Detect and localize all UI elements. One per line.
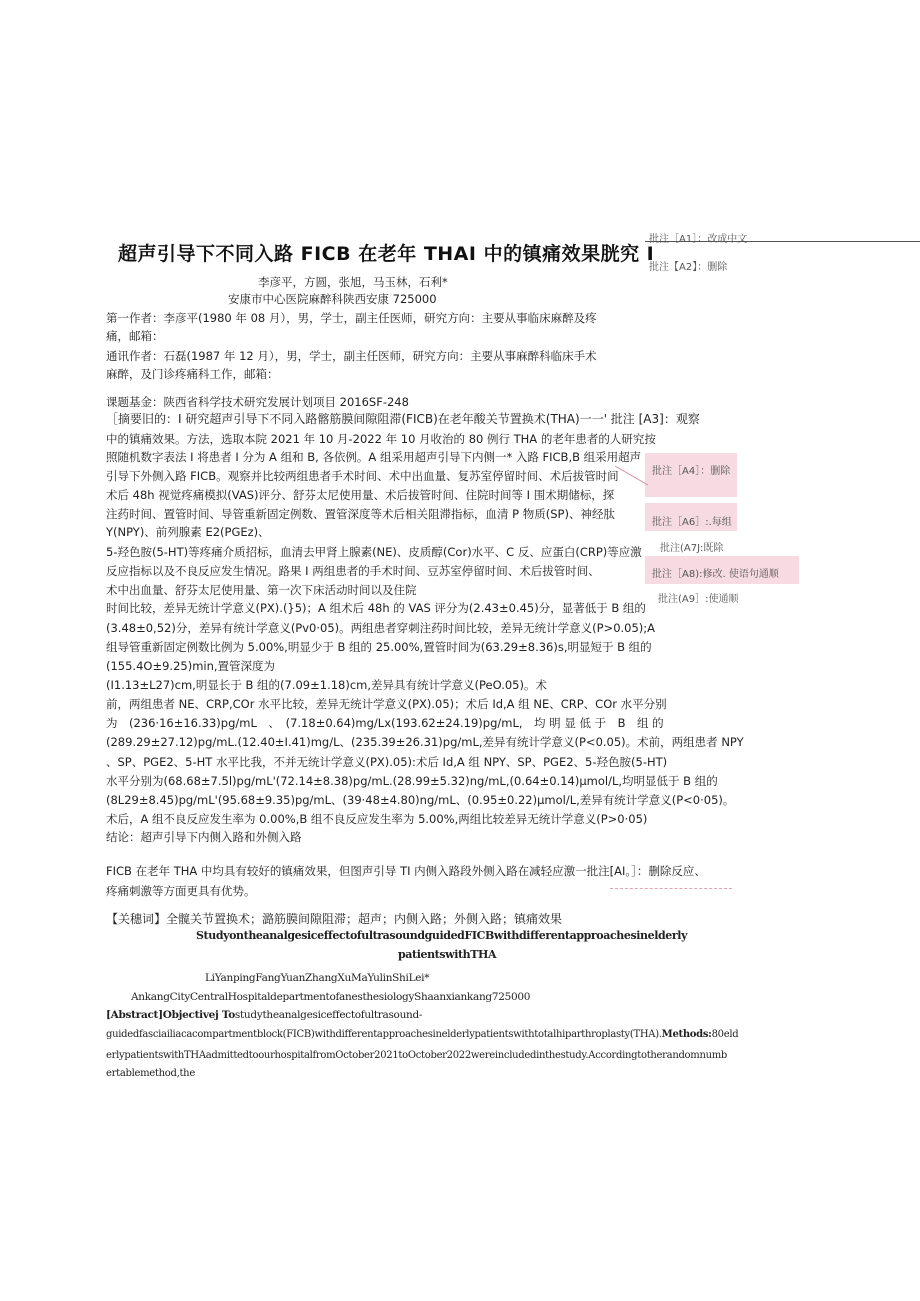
en-abstract-text-2a: guidedfasciailiacacompartmentblock(FICB)withdifferentapproachesinelderlypatientswithtotalhiparthroplasty(THA).: [106, 1029, 662, 1040]
abstract-line: (8L29±8.45)pg/mL'(95.68±9.35)pg/mL、(39·48±4.80)ng/mL、(0.95±0.22)μmol/L,差异有统计学意义(P<0·05)。: [106, 793, 735, 807]
authors: 李彦平，方圆，张旭，马玉林，石利*: [258, 275, 448, 289]
en-abstract-label: [Abstract]Objectivej To: [106, 1009, 235, 1021]
comment-a9[interactable]: 批注(A9］:使通顺: [658, 594, 739, 605]
abstract-line: 疼痛刺激等方面更具有优势。: [106, 884, 256, 898]
abstract-line: 引导下外侧入路 FICB。观察并比较两组患者手术时间、术中出血量、复苏室停留时间、术后拔管时间: [106, 469, 619, 483]
en-authors: LiYanpingFangYuanZhangXuMaYulinShiLei*: [205, 972, 430, 984]
en-abstract-text-2b: 80eld: [711, 1029, 739, 1040]
en-title-line-2: patientswithTHA: [398, 948, 497, 961]
keywords: [106, 910, 562, 928]
comment-dashline: [610, 888, 732, 889]
en-abstract-line-4: ertablemethod,the: [106, 1068, 195, 1079]
abstract-line: 5-羟色胺(5-HT)等疼痛介质招标，血清去甲肾上腺素(NE)、皮质醇(Cor)水平、C 反、应蛋白(CRP)等应激: [106, 545, 642, 559]
abstract-line: 、SP、PGE2、5-HT 水平比我，不并无统计学意义(PX).05):术后 Id,A 组 NPY、SP、PGE2、5-羟色胺(5-HT): [106, 755, 668, 769]
abstract-line: 为 (236·16±16.33)pg/mL 、 (7.18±0.64)mg/Lx(193.62±24.19)pg/mL, 均 明 显 低 于 B 组 的: [106, 716, 664, 730]
abstract-line: 前，两组患者 NE、CRP,COr 水平比较，差异无统计学意义(PX).05)；术后 Id,A 组 NE、CRP、COr 水平分别: [106, 697, 667, 711]
abstract-line: ［摘要旧的：I 研究超声引导下不同入路髂筋膜间隙阻滞(FICB)在老年酸关节置换术(THA)一一' 批注 [A3]：观察: [106, 412, 700, 426]
abstract-line: 组导管重新固定例数比例为 5.00%,明显少于 B 组的 25.00%,置管时间为(63.29±8.36)s,明显短于 B 组的: [106, 640, 652, 654]
fund-line: 课题基金：陕西省科学技术研究发展计划项目 2016SF-248: [106, 395, 409, 409]
comment-a2[interactable]: 批注【A2】：删除: [649, 262, 728, 273]
keywords-text: 【关穗词】全髋关节置换术；潞筋膜间隙阻滞；超声；内侧入路；外侧入路；镇痛效果: [106, 912, 563, 926]
abstract-line: 术后 48h 视觉疼痛模拟(VAS)评分、舒芬太尼使用量、术后拔管时间、住院时间等 I 围术期储标，探: [106, 488, 615, 502]
abstract-line: 照随机数字表法 I 将患者 I 分为 A 组和 B, 各依例。A 组采用超声引导下内侧一* 入路 FICB,B 组采用超声: [106, 450, 642, 464]
abstract-line: 结论：超声引导下内侧入路和外侧入路: [106, 830, 302, 844]
abstract-line: 水平分别为(68.68±7.5l)pg/mL'(72.14±8.38)pg/mL.(28.99±5.32)ng/mL,(0.64±0.14)μmol/L,均明显低于 B 组的: [106, 774, 718, 788]
abstract-line: 中的镇痛效果。方法，选取本院 2021 年 10 月-2022 年 10 月收治的 80 例行 THA 的老年患者的人研究按: [106, 432, 656, 446]
corr-author-line-2: 麻醉，及门诊疼痛科工作，邮箱：: [106, 367, 279, 381]
abstract-line: (I1.13±L27)cm,明显长于 B 组的(7.09±1.18)cm,差异具有统计学意义(PeO.05)。术: [106, 678, 547, 692]
first-author-line-2: 痛，邮箱：: [106, 329, 164, 343]
en-abstract-line-3: erlypatientswithTHAadmittedtoourhospitalfromOctober2021toOctober2022wereincludedinthestudy.Accordingtotherandomnumb: [106, 1050, 728, 1061]
comment-a8[interactable]: 批注［A8):修改. 使语句通顺: [652, 569, 779, 580]
abstract-line: 术后，A 组不良反应发生率为 0.00%,B 组不良反应发生率为 5.00%,两组比较差异无统计学意义(P>0·05): [106, 812, 648, 826]
comment-a4[interactable]: 批注［A4］：删除: [652, 466, 731, 477]
first-author-line-1: 第一作者：李彦平(1980 年 08 月），男，学士，副主任医师，研究方向：主要从事临床麻醉及疼: [106, 311, 597, 325]
page-title: 超声引导下不同入路 FICB 在老年 THAI 中的镇痛效果胱究 I: [118, 243, 655, 265]
abstract-line: Y(NPY)、前列腺素 E2(PGEz)、: [106, 525, 270, 539]
comment-a1[interactable]: 批注［A1］：改成中文: [649, 234, 748, 245]
en-abstract-text-1: studytheanalgesiceffectofultrasound-: [234, 1009, 423, 1021]
abstract-line: FICB 在老年 THA 中均具有较好的镇痛效果，但图声引导 TI 内侧入路段外侧入路在减轻应激一批注[AI。］：删除反应、: [106, 864, 706, 878]
abstract-line: 术中出血量、舒芬太尼使用量、第一次下床活动时间以及住院: [106, 583, 417, 597]
comment-a7[interactable]: 批注(A7J:既除: [660, 543, 724, 554]
abstract-line: (289.29±27.12)pg/mL.(12.40±I.41)mg/L、(235.39±26.31)pg/mL,差异有统计学意义(P<0.05)。术前，两组患者 NPY: [106, 735, 744, 749]
affiliation: 安康市中心医院麻醉科陕西安康 725000: [228, 292, 437, 306]
abstract-line: 时间比较，差异无统计学意义(PX).(}5)；A 组术后 48h 的 VAS 评分为(2.43±0.45)分，显著低于 B 组的: [106, 601, 646, 615]
en-abstract-line-1: [106, 1009, 422, 1021]
abstract-line: (3.48±0,52)分，差异有统计学意义(Pv0·05)。两组患者穿刺注药时间比较，差异无统计学意义(P>0.05);A: [106, 621, 656, 635]
comment-a6[interactable]: 批注［A6］:.每组: [652, 517, 732, 528]
abstract-line: (155.4O±9.25)min,置管深度为: [106, 659, 276, 673]
en-affiliation: AnkangCityCentralHospitaldepartmentofanesthesiologyShaanxiankang725000: [131, 991, 531, 1003]
en-methods-label: Methods:: [661, 1029, 712, 1040]
abstract-line: 反应指标以及不良反应发生情况。路果 I 两组患者的手术时间、豆苏室停留时间、术后拔管时间、: [106, 564, 600, 578]
en-title-line-1: StudyontheanalgesiceffectofultrasoundguidedFICBwithdifferentapproachesinelderly: [196, 929, 688, 942]
abstract-line: 注药时间、置管时间、导管重新固定例数、置管深度等术后相关阻滞指标，血清 P 物质(SP)、神经肽: [106, 507, 615, 521]
en-abstract-line-2: [106, 1029, 738, 1040]
corr-author-line-1: 通讯作者：石磊(1987 年 12 月），男，学士，副主任医师，研究方向：主要从事麻醉科临床手术: [106, 349, 597, 363]
